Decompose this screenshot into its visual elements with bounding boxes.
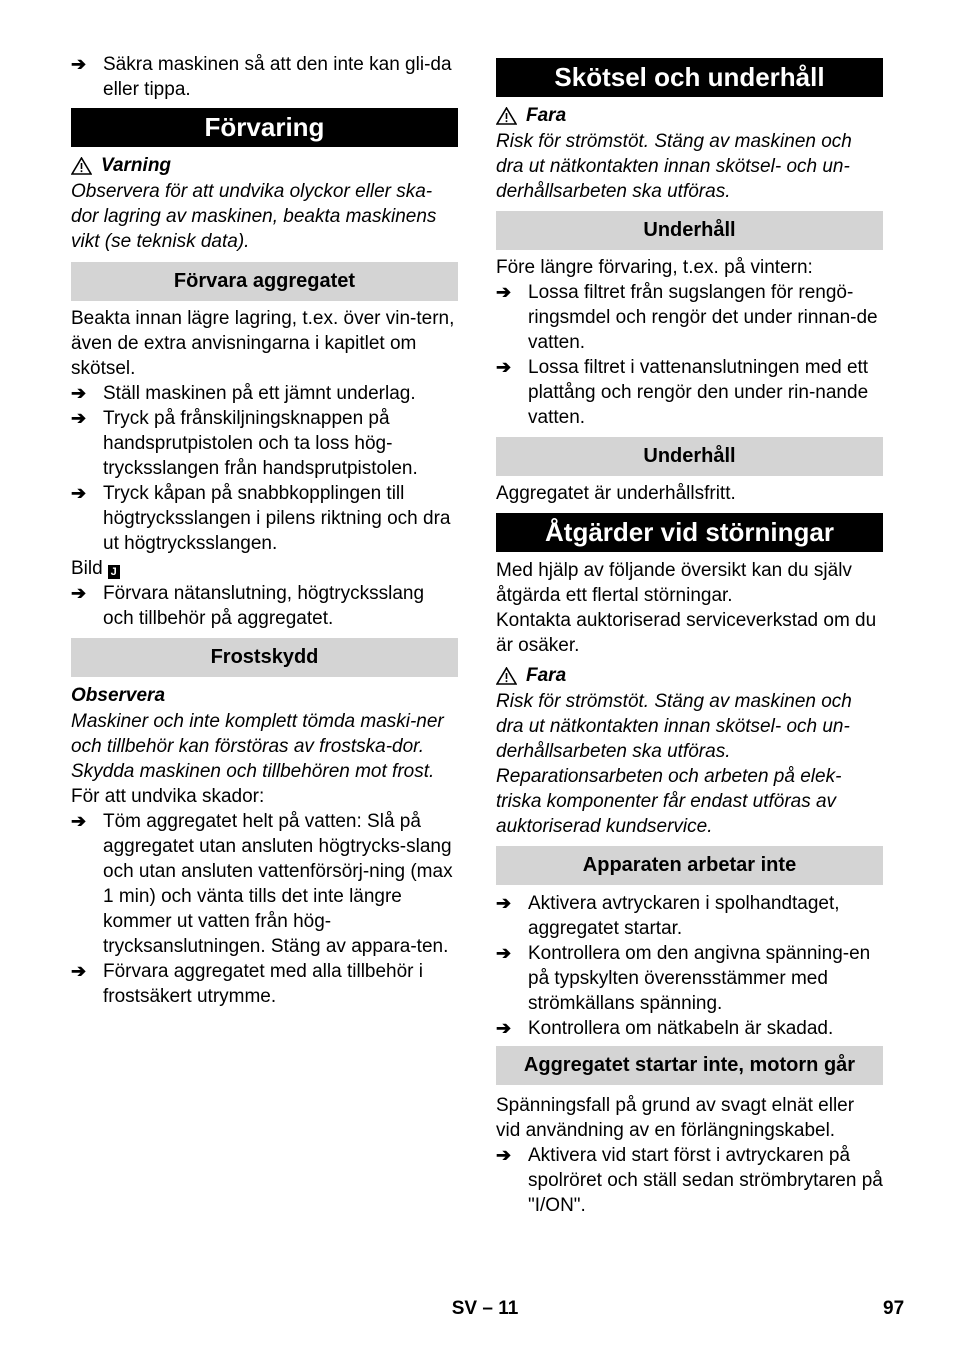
arrow-right-icon: ➔ xyxy=(71,383,87,403)
warning-label: Varning xyxy=(101,155,172,176)
page-number: 97 xyxy=(883,1298,905,1319)
arrow-right-icon: ➔ xyxy=(71,961,87,981)
bullet-text: Aktivera avtryckaren i spolhandtaget, aggregatet startar. xyxy=(528,893,840,939)
bullet-text: Lossa filtret från sugslangen för rengö-ringsmdel och rengör det under rinnan-de vatten. xyxy=(528,282,878,353)
arrow-right-icon: ➔ xyxy=(496,282,512,302)
paragraph: Aggregatet är underhållsfritt. xyxy=(496,483,736,504)
left-column xyxy=(71,52,458,1009)
list-item xyxy=(496,1016,883,1041)
list-item xyxy=(496,891,883,941)
arrow-right-icon: ➔ xyxy=(71,583,87,603)
warning-triangle-icon xyxy=(71,157,92,175)
bullet-text: Tryck kåpan på snabbkopplingen till högtrycksslangen i pilens riktning och dra ut högtrycksslangen. xyxy=(103,483,451,554)
paragraph: Före längre förvaring, t.ex. på vintern: xyxy=(496,257,813,278)
list-item xyxy=(71,809,458,959)
danger-label: Fara xyxy=(526,665,567,686)
bullet-text: Säkra maskinen så att den inte kan gli-da eller tippa. xyxy=(103,54,452,100)
figure-label: Bild xyxy=(71,558,103,579)
list-item xyxy=(71,52,458,102)
arrow-right-icon: ➔ xyxy=(496,893,512,913)
list-item xyxy=(71,406,458,481)
arrow-right-icon: ➔ xyxy=(71,483,87,503)
warning-heading xyxy=(71,153,458,179)
paragraph: Kontakta auktoriserad serviceverkstad om du är osäker. xyxy=(496,610,877,656)
paragraph: För att undvika skador: xyxy=(71,786,265,807)
danger-heading xyxy=(496,103,883,129)
subsection-title-forvara-aggregatet: Förvara aggregatet xyxy=(71,262,458,301)
paragraph: Spänningsfall på grund av svagt elnät eller vid användning av en förlängningskabel. xyxy=(496,1095,855,1141)
footer-section-code: SV – 11 xyxy=(451,1298,519,1319)
subsection-title-apparaten: Apparaten arbetar inte xyxy=(496,846,883,885)
list-item xyxy=(71,959,458,1009)
danger-text: Risk för strömstöt. Stäng av maskinen och dra ut nätkontakten innan skötsel- och un-derhållsarbeten ska utföras. xyxy=(496,691,852,762)
bullet-text: Kontrollera om den angivna spänning-en på typskylten överensstämmer med strömkällans spänning. xyxy=(528,943,871,1014)
bullet-text: Aktivera vid start först i avtryckaren på spolröret och ställ sedan strömbrytaren på "I/ON". xyxy=(528,1145,883,1216)
arrow-right-icon: ➔ xyxy=(71,408,87,428)
paragraph: Med hjälp av följande översikt kan du själv åtgärda ett flertal störningar. xyxy=(496,560,852,606)
danger-text: Risk för strömstöt. Stäng av maskinen och dra ut nätkontakten innan skötsel- och un-derhållsarbeten ska utföras. xyxy=(496,131,852,202)
bullet-text: Lossa filtret i vattenanslutningen med ett plattång och rengör den under rin-nande vatten. xyxy=(528,357,869,428)
warning-triangle-icon xyxy=(496,107,517,125)
note-text: Maskiner och inte komplett tömda maski-ner och tillbehör kan förstöras av frostska-dor. Skydda maskinen och tillbehören mot frost. xyxy=(71,711,444,782)
subsection-title-frostskydd: Frostskydd xyxy=(71,638,458,677)
bullet-text: Kontrollera om nätkabeln är skadad. xyxy=(528,1018,834,1039)
bullet-text: Tryck på frånskiljningsknappen på handsprutpistolen och ta loss hög-trycksslangen från handsprutpistolen. xyxy=(103,408,418,479)
subsection-title-underhall-2: Underhåll xyxy=(496,437,883,476)
danger-heading xyxy=(496,663,883,689)
bullet-text: Förvara aggregatet med alla tillbehör i frostsäkert utrymme. xyxy=(103,961,424,1007)
arrow-right-icon: ➔ xyxy=(496,1018,512,1038)
arrow-right-icon: ➔ xyxy=(496,943,512,963)
subsection-title-underhall: Underhåll xyxy=(496,211,883,250)
figure-ref-badge: J xyxy=(108,565,120,579)
warning-triangle-icon xyxy=(496,667,517,685)
bullet-text: Töm aggregatet helt på vatten: Slå på aggregatet utan ansluten högtrycks-slang och utan ansluten vattenförsörj-ning (max 1 min) och vänta tills det inte längre kommer ut vatten från hög-trycksanslutningen. Stäng av appara-ten. xyxy=(103,811,453,957)
list-item xyxy=(496,1143,883,1218)
note-label: Observera xyxy=(71,685,166,706)
danger-text: Reparationsarbeten och arbeten på elek-triska komponenter får endast utföras av auktoriserad kundservice. xyxy=(496,766,842,837)
bullet-text: Förvara nätanslutning, högtrycksslang och tillbehör på aggregatet. xyxy=(103,583,425,629)
arrow-right-icon: ➔ xyxy=(496,1145,512,1165)
section-title-skotsel: Skötsel och underhåll xyxy=(496,58,883,97)
list-item xyxy=(71,581,458,631)
paragraph: Beakta innan lägre lagring, t.ex. över vin-tern, även de extra anvisningarna i kapitlet om skötsel. xyxy=(71,308,455,379)
warning-text: Observera för att undvika olyckor eller ska-dor lagring av maskinen, beakta maskinens vikt (se teknisk data). xyxy=(71,181,437,252)
figure-reference xyxy=(71,556,458,581)
danger-label: Fara xyxy=(526,105,567,126)
section-title-atgarder: Åtgärder vid störningar xyxy=(496,513,883,552)
list-item xyxy=(496,355,883,430)
section-title-forvaring: Förvaring xyxy=(71,108,458,147)
subsection-title-aggregatet-startar: Aggregatet startar inte, motorn går xyxy=(496,1046,883,1085)
list-item xyxy=(71,481,458,556)
bullet-text: Ställ maskinen på ett jämnt underlag. xyxy=(103,383,416,404)
arrow-right-icon: ➔ xyxy=(496,357,512,377)
list-item xyxy=(71,381,458,406)
arrow-right-icon: ➔ xyxy=(71,811,87,831)
arrow-right-icon: ➔ xyxy=(71,54,87,74)
right-column xyxy=(496,58,883,1218)
list-item xyxy=(496,280,883,355)
list-item xyxy=(496,941,883,1016)
